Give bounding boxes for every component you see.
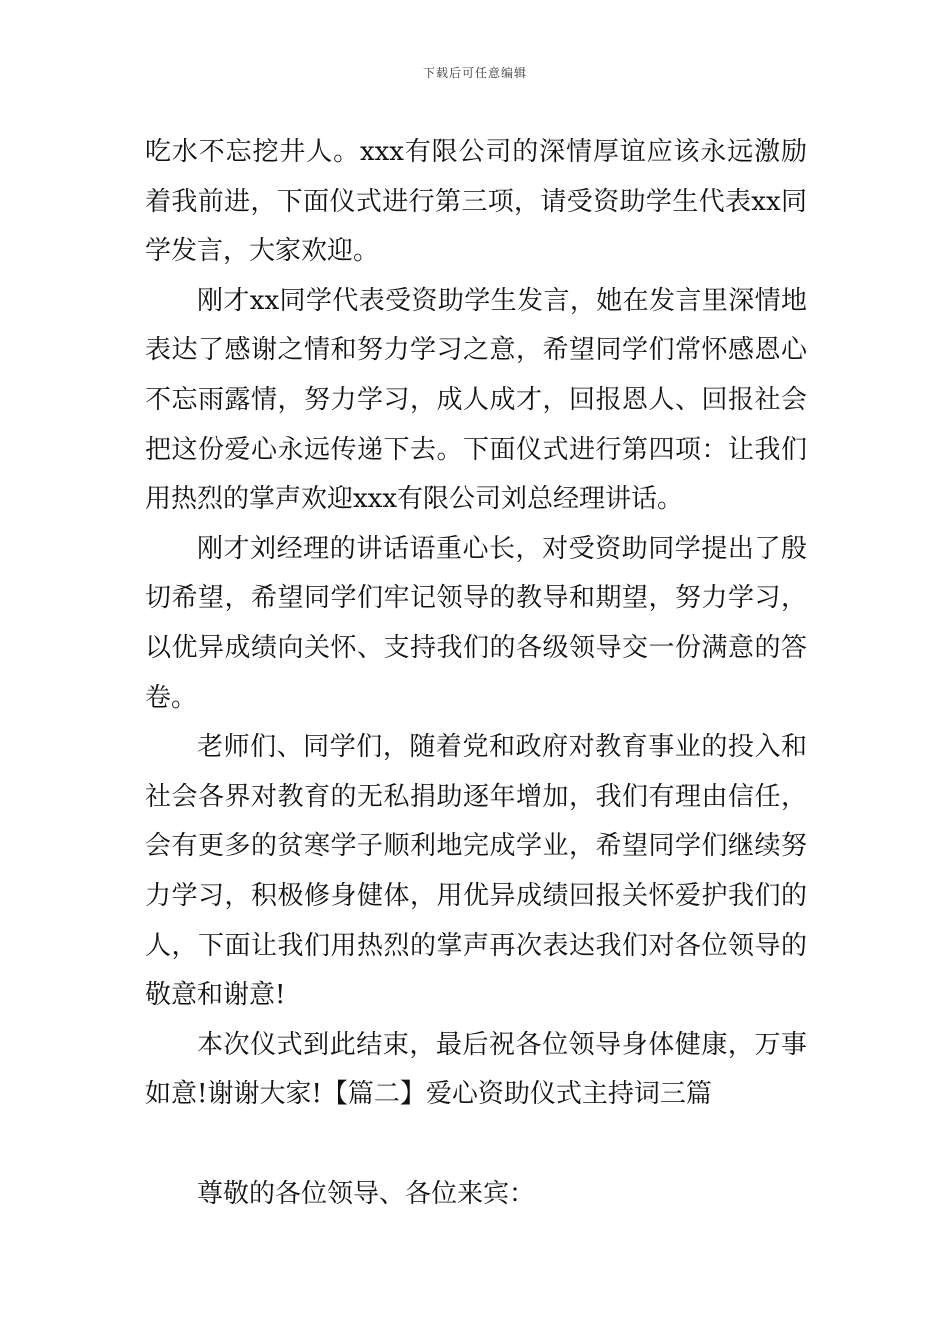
paragraph-3: 刚才刘经理的讲话语重心长，对受资助同学提出了殷切希望，希望同学们牢记领导的教导和期望，努力学习，以优异成绩向关怀、支持我们的各级领导交一份满意的答卷。 [145,533,807,713]
page-header: 下载后可任意编辑 [422,66,527,80]
paragraph-4: 老师们、同学们，随着党和政府对教育事业的投入和社会各界对教育的无私捐助逐年增加，我们有理由信任，会有更多的贫寒学子顺利地完成学业，希望同学们继续努力学习，积极修身健体，用优异成绩回报关怀爱护我们的人，下面让我们用热烈的掌声再次表达我们对各位领导的敬意和谢意! [145,732,807,1011]
paragraph-spacer [145,1120,807,1170]
document-body [145,128,807,1219]
paragraph-1: 吃水不忘挖井人。xxx有限公司的深情厚谊应该永远激励着我前进，下面仪式进行第三项，请受资助学生代表xx同学发言，大家欢迎。 [145,137,807,267]
paragraph-2: 刚才xx同学代表受资助学生发言，她在发言里深情地表达了感谢之情和努力学习之意，希望同学们常怀感恩心不忘雨露情，努力学习，成人成才，回报恩人、回报社会把这份爱心永远传递下去。下面仪式进行第四项：让我们用热烈的掌声欢迎xxx有限公司刘总经理讲话。 [145,285,807,515]
paragraph-5: 本次仪式到此结束，最后祝各位领导身体健康，万事如意!谢谢大家!【篇二】爱心资助仪式主持词三篇 [145,1029,807,1110]
paragraph-6: 尊敬的各位领导、各位来宾： [197,1178,536,1209]
